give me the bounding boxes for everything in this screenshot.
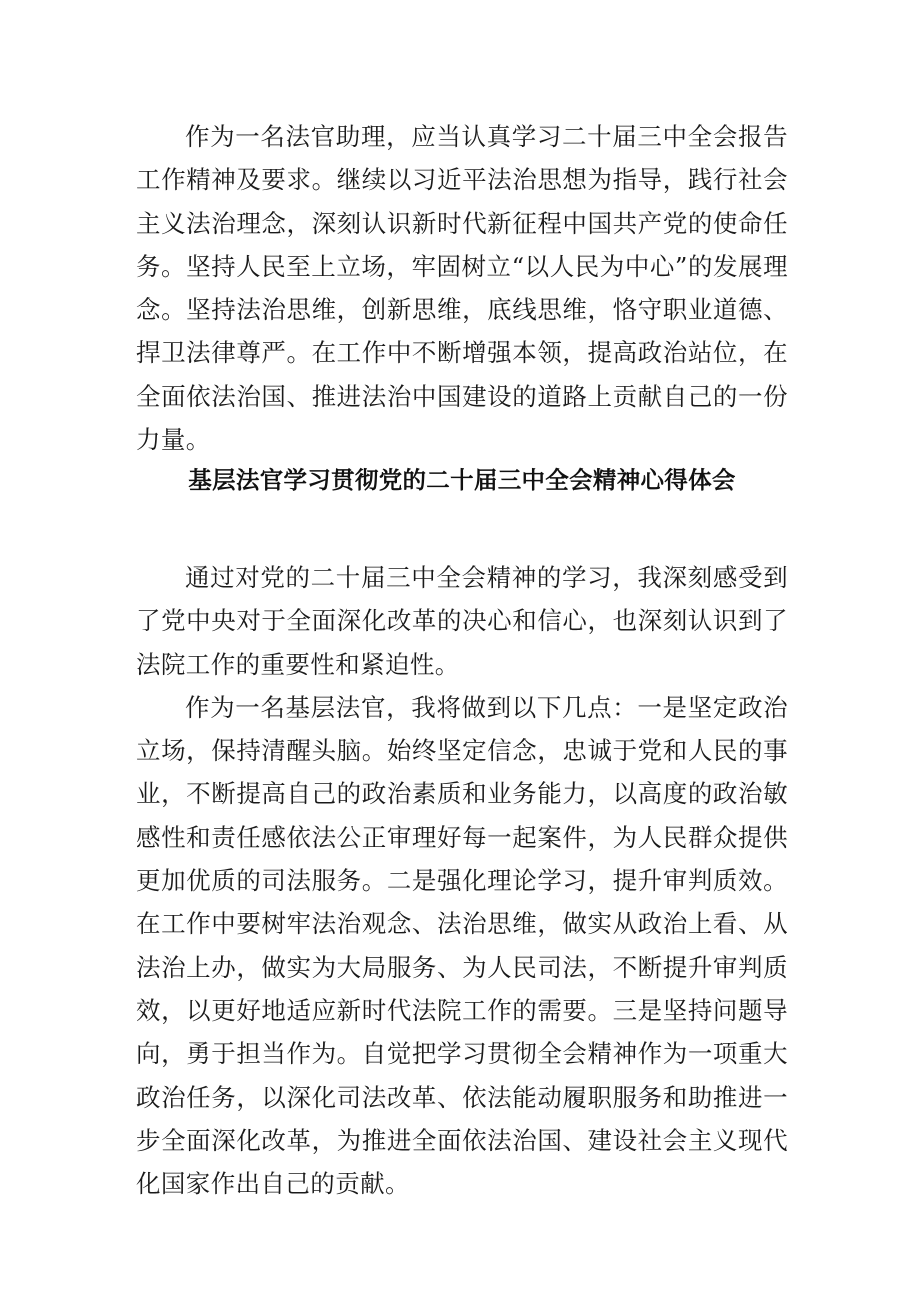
intro-section — [136, 115, 788, 461]
body-paragraph-1: 通过对党的二十届三中全会精神的学习，我深刻感受到了党中央对于全面深化改革的决心和信心，也深刻认识到了法院工作的重要性和紧迫性。 — [136, 563, 788, 679]
body-paragraph-2: 作为一名基层法官，我将做到以下几点：一是坚定政治立场，保持清醒头脑。始终坚定信念，忠诚于党和人民的事业，不断提高自己的政治素质和业务能力，以高度的政治敏感性和责任感依法公正审理好每一起案件，为人民群众提供更加优质的司法服务。二是强化理论学习，提升审判质效。在工作中要树牢法治观念、法治思维，做实从政治上看、从法治上办，做实为大局服务、为人民司法，不断提升审判质效，以更好地适应新时代法院工作的需要。三是坚持问题导向，勇于担当作为。自觉把学习贯彻全会精神作为一项重大政治任务，以深化司法改革、依法能动履职服务和助推进一步全面深化改革，为推进全面依法治国、建设社会主义现代化国家作出自己的贡献。 — [136, 692, 788, 1199]
intro-paragraph: 作为一名法官助理，应当认真学习二十届三中全会报告工作精神及要求。继续以习近平法治思想为指导，践行社会主义法治理念，深刻认识新时代新征程中国共产党的使命任务。坚持人民至上立场，牢固树立“以人民为中心”的发展理念。坚持法治思维，创新思维，底线思维，恪守职业道德、捍卫法律尊严。在工作中不断增强本领，提高政治站位，在全面依法治国、推进法治中国建设的道路上贡献自己的一份力量。 — [136, 122, 788, 455]
body-section — [136, 556, 788, 1205]
section-title: 基层法官学习贯彻党的二十届三中全会精神心得体会 — [188, 466, 736, 494]
